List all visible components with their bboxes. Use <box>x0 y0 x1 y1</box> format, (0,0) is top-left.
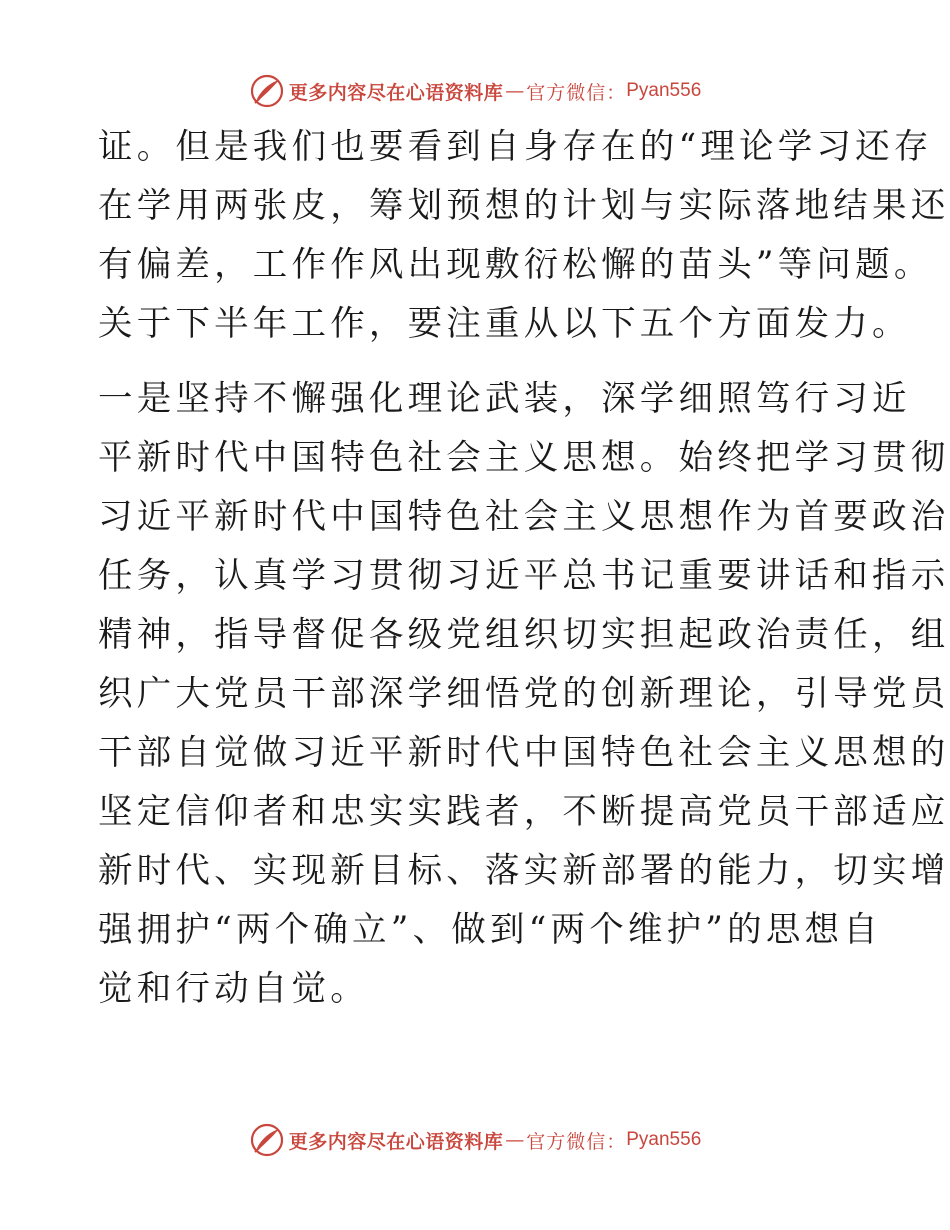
watermark-official-label: 官方微信： <box>526 1130 627 1153</box>
text-line: 习近平新时代中国特色社会主义思想作为首要政治 <box>98 497 950 537</box>
footer-watermark <box>0 1120 950 1160</box>
document-body <box>98 118 950 1019</box>
paragraph-gap <box>98 354 858 370</box>
watermark-separator: — <box>505 80 525 102</box>
watermark-main-text: 更多内容尽在心语资料库 <box>288 1130 504 1153</box>
paragraph <box>98 118 950 354</box>
text-line: 强拥护“两个确立”、做到“两个维护”的思想自 <box>98 910 882 950</box>
text-line: 精神，指导督促各级党组织切实担起政治责任，组 <box>98 615 950 655</box>
text-line: 证。但是我们也要看到自身存在的“理论学习还存 <box>98 127 933 167</box>
watermark-wechat-id: Pyan556 <box>626 80 702 101</box>
pen-logo-icon <box>249 73 285 109</box>
text-line: 坚定信仰者和忠实实践者，不断提高党员干部适应 <box>98 792 950 832</box>
paragraph <box>98 370 950 1019</box>
text-line: 平新时代中国特色社会主义思想。始终把学习贯彻 <box>98 438 950 478</box>
header-watermark <box>0 71 950 111</box>
text-line: 任务，认真学习贯彻习近平总书记重要讲话和指示 <box>98 556 950 596</box>
watermark-separator: — <box>505 1129 525 1151</box>
text-line: 在学用两张皮，筹划预想的计划与实际落地结果还 <box>98 186 950 226</box>
text-line: 新时代、实现新目标、落实新部署的能力，切实增 <box>98 851 950 891</box>
pen-logo-icon <box>249 1122 285 1158</box>
text-line: 一是坚持不懈强化理论武装，深学细照笃行习近 <box>98 379 911 419</box>
watermark-wechat-id: Pyan556 <box>626 1129 702 1150</box>
text-line: 有偏差，工作作风出现敷衍松懈的苗头”等问题。 <box>98 245 933 285</box>
watermark-official-label: 官方微信： <box>526 81 627 104</box>
watermark-main-text: 更多内容尽在心语资料库 <box>288 81 504 104</box>
text-line: 觉和行动自觉。 <box>98 969 369 1009</box>
text-line: 关于下半年工作，要注重从以下五个方面发力。 <box>98 304 911 344</box>
text-line: 织广大党员干部深学细悟党的创新理论，引导党员 <box>98 674 950 714</box>
text-line: 干部自觉做习近平新时代中国特色社会主义思想的 <box>98 733 950 773</box>
